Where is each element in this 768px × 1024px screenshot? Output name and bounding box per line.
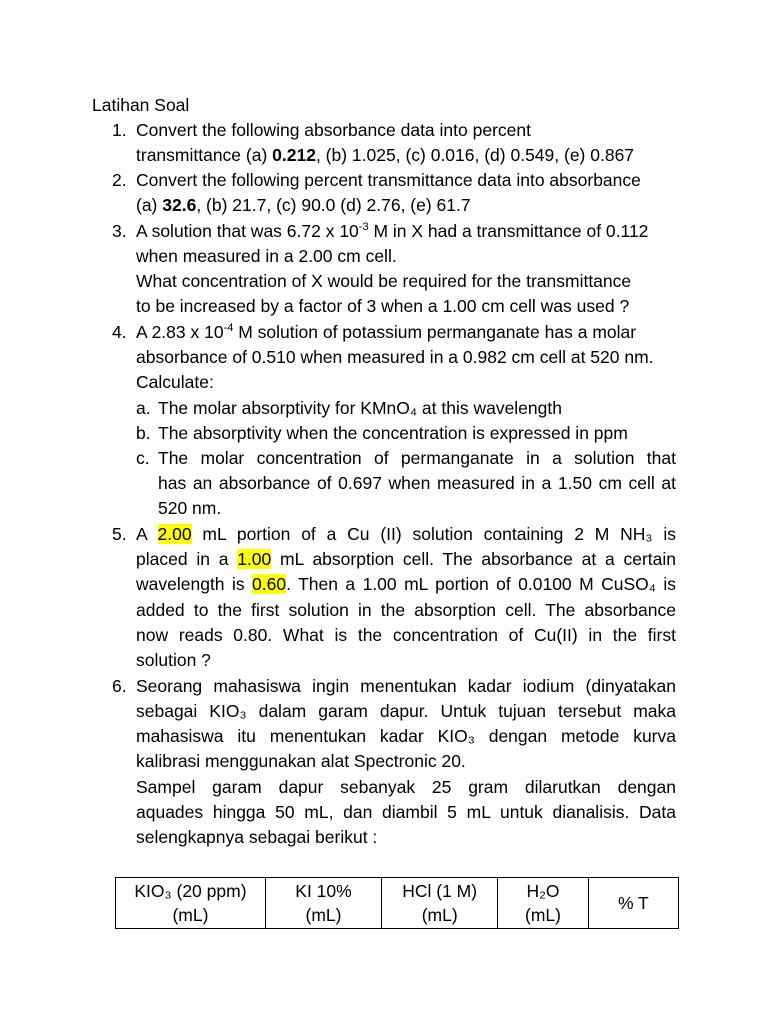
q4-line3: Calculate: (136, 372, 214, 392)
q4b-text: The absorptivity when the concentration is expressed in ppm (158, 423, 628, 443)
q4c-line2: has an absorbance of 0.697 when measured in a 1.50 cm cell at (158, 473, 676, 493)
table-header-row (116, 878, 679, 929)
data-table (115, 877, 679, 929)
q5-highlight-absorbance: 0.60 (252, 574, 287, 594)
q3-exponent: -3 (358, 221, 369, 233)
q4c-number: c. (136, 448, 150, 468)
table-header-cell: HCl (1 M) (mL) (382, 878, 498, 929)
q6-line1: Seorang mahasiswa ingin menentukan kadar iodium (dinyatakan (136, 676, 676, 696)
q6-line7: selengkapnya sebagai berikut : (136, 827, 378, 847)
q6-number: 6. (112, 676, 127, 696)
q2-line2: (a) 32.6, (b) 21.7, (c) 90.0 (d) 2.76, (e) 61.7 (136, 195, 471, 215)
q3-line4: to be increased by a factor of 3 when a 1.00 cm cell was used ? (136, 296, 630, 316)
q5-line1: A 2.00 mL portion of a Cu (II) solution containing 2 M NH₃ is (136, 524, 677, 544)
table-header-cell: KI 10% (mL) (265, 878, 381, 929)
q6-line3: mahasiswa itu menentukan kadar KIO₃ dengan metode kurva (136, 726, 676, 746)
q4b-number: b. (136, 423, 151, 443)
q3-line1: A solution that was 6.72 x $10^{-3}$ M in X had a transmittance of 0.112 (136, 221, 649, 241)
q4-line1: A 2.83 x $10^{-4}$ M solution of potassium permanganate has a molar (136, 322, 637, 342)
q4c-line3: 520 nm. (158, 498, 222, 518)
q5-line6: solution ? (136, 650, 211, 670)
q2-number: 2. (112, 170, 127, 190)
q4a-text: The molar absorptivity for KMnO₄ at this wavelength (158, 398, 562, 418)
q1-line2: transmittance (a) 0.212, (b) 1.025, (c) 0.016, (d) 0.549, (e) 0.867 (136, 145, 635, 165)
q5-line4: added to the first solution in the absorption cell. The absorbance (136, 600, 676, 620)
q1-line1: Convert the following absorbance data into percent (136, 120, 531, 140)
q2-bold-value: 32.6 (162, 195, 197, 215)
q4a-number: a. (136, 398, 151, 418)
q6-line5: Sampel garam dapur sebanyak 25 gram dilarutkan dengan (136, 777, 676, 797)
q3-line2: when measured in a 2.00 cm cell. (136, 246, 397, 266)
q5-number: 5. (112, 524, 127, 544)
q1-number: 1. (112, 120, 127, 140)
document-title: Latihan Soal (92, 95, 190, 115)
q6-line2: sebagai KIO₃ dalam garam dapur. Untuk tujuan tersebut maka (136, 701, 676, 721)
q4-number: 4. (112, 322, 127, 342)
q5-highlight-volume: 2.00 (157, 524, 192, 544)
table-header-cell: H₂O (mL) (498, 878, 588, 929)
q5-highlight-cell: 1.00 (237, 549, 272, 569)
q2-line1: Convert the following percent transmittance data into absorbance (136, 170, 641, 190)
table-header-cell: % T (588, 878, 678, 929)
q5-line3: wavelength is 0.60. Then a 1.00 mL portion of 0.0100 M CuSO₄ is (136, 574, 676, 594)
q4-exponent: -4 (223, 322, 234, 334)
q5-line2: placed in a 1.00 mL absorption cell. The absorbance at a certain (136, 549, 676, 569)
q3-number: 3. (112, 221, 127, 241)
q5-line5: now reads 0.80. What is the concentration of Cu(II) in the first (136, 625, 676, 645)
q1-bold-value: 0.212 (272, 145, 316, 165)
q4c-line1: The molar concentration of permanganate in a solution that (158, 448, 676, 468)
q4-line2: absorbance of 0.510 when measured in a 0.982 cm cell at 520 nm. (136, 347, 654, 367)
table-header-cell: KIO₃ (20 ppm) (mL) (116, 878, 266, 929)
q6-line6: aquades hingga 50 mL, dan diambil 5 mL untuk dianalisis. Data (136, 802, 676, 822)
q6-line4: kalibrasi menggunakan alat Spectronic 20. (136, 751, 466, 771)
q3-line3: What concentration of X would be required for the transmittance (136, 271, 632, 291)
